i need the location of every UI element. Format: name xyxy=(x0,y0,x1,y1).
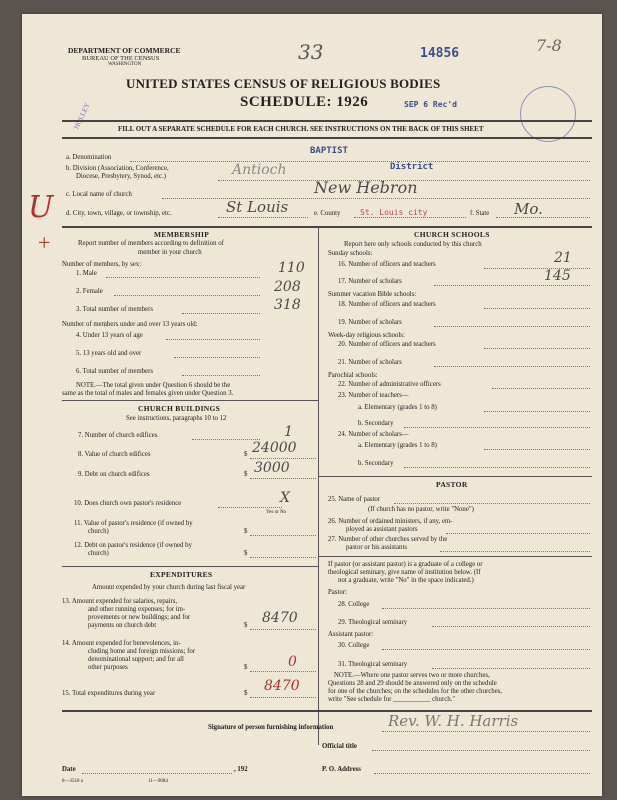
q12-label: 12. Debt on pastor's residence (if owned by xyxy=(74,542,192,549)
schools-sub: Report here only schools conducted by this church xyxy=(344,241,482,248)
q14-label-3: denominational support; and for all xyxy=(88,656,184,663)
division-label-2: Diocese, Presbytery, Synod, etc.) xyxy=(76,173,166,180)
q29-label: 29. Theological seminary xyxy=(338,619,408,626)
division-label: b. Division (Association, Conference, xyxy=(66,165,169,172)
address-label: P. O. Address xyxy=(322,766,361,773)
county-value: St. Louis city xyxy=(360,208,428,217)
schools-title: CHURCH SCHOOLS xyxy=(414,230,490,239)
q2-value: 208 xyxy=(274,279,301,295)
county-label: e. County xyxy=(314,210,341,217)
q13-label: 13. Amount expended for salaries, repairs, xyxy=(62,598,178,605)
department-label: DEPARTMENT OF COMMERCE xyxy=(68,46,181,55)
pastor-note-3: for one of the churches; on the schedules for the other churches, xyxy=(328,688,503,695)
q23a-label: a. Elementary (grades 1 to 8) xyxy=(358,404,437,411)
q16-label: 16. Number of officers and teachers xyxy=(338,261,436,268)
date-label: Date xyxy=(62,766,76,773)
yes-no-hint: Yes or No xyxy=(266,510,287,515)
q24a-label: a. Elementary (grades 1 to 8) xyxy=(358,442,437,449)
graduate-instructions-2: theological seminary, give name of institution below. (If xyxy=(328,569,481,576)
q21-label: 21. Number of scholars xyxy=(338,359,402,366)
q9-dollar: $ xyxy=(244,471,248,478)
q6-label: 6. Total number of members xyxy=(76,368,153,375)
city-label: WASHINGTON xyxy=(108,62,142,67)
pastor-note-4: write "See schedule for ___________ church." xyxy=(328,696,456,703)
official-title-label: Official title xyxy=(322,743,357,750)
q19-label: 19. Number of scholars xyxy=(338,319,402,326)
holley-stamp: HOLLEY xyxy=(72,101,92,131)
age-heading: Number of members under and over 13 years old: xyxy=(62,321,198,328)
summer-label: Summer vacation Bible schools: xyxy=(328,291,417,298)
q31-label: 31. Theological seminary xyxy=(338,661,408,668)
division-value: Antioch xyxy=(232,162,287,178)
pastor-note: NOTE.—Where one pastor serves two or more churches, xyxy=(334,672,490,679)
margin-mark: U xyxy=(28,190,54,225)
q8-label: 8. Value of church edifices xyxy=(78,451,151,458)
membership-note-2: same as the total of males and females given under Question 3. xyxy=(62,390,234,397)
q14-label: 14. Amount expended for benevolences, in- xyxy=(62,640,181,647)
q3-value: 318 xyxy=(274,297,301,313)
state-label: f. State xyxy=(470,210,490,217)
q15-dollar: $ xyxy=(244,690,248,697)
buildings-title: CHURCH BUILDINGS xyxy=(138,404,221,413)
q14-label-2: cluding home and foreign missions; for xyxy=(88,648,196,655)
membership-title: MEMBERSHIP xyxy=(154,230,210,239)
q10-value: X xyxy=(280,490,290,506)
q13-value: 8470 xyxy=(262,610,298,626)
instruction-line: FILL OUT A SEPARATE SCHEDULE FOR EACH CHURCH. SEE INSTRUCTIONS ON THE BACK OF THIS SHEET xyxy=(118,125,484,133)
graduate-instructions-3: not a graduate, write "No" in the space indicated.) xyxy=(338,577,474,584)
q27-label-2: pastor or his assistants xyxy=(346,544,407,551)
by-sex-label: Number of members, by sex: xyxy=(62,261,142,268)
q25-note: (If church has no pastor, write "None") xyxy=(368,506,474,513)
q30-label: 30. College xyxy=(338,642,370,649)
q1-value: 110 xyxy=(278,260,305,276)
q14-dollar: $ xyxy=(244,664,248,671)
q22-label: 22. Number of administrative officers xyxy=(338,381,441,388)
signature-value: Rev. W. H. Harris xyxy=(388,712,519,730)
q9-label: 9. Debt on church edifices xyxy=(78,471,150,478)
membership-intro-2: member in your church xyxy=(138,249,202,256)
state-value: Mo. xyxy=(514,200,543,218)
form-title: UNITED STATES CENSUS OF RELIGIOUS BODIES xyxy=(126,76,441,91)
q10-label: 10. Does church own pastor's residence xyxy=(74,500,182,507)
print-number: 11—9084 xyxy=(148,779,168,784)
q16-value: 21 xyxy=(554,250,572,266)
buildings-sub: See instructions, paragraphs 10 to 12 xyxy=(126,415,227,422)
schedule-title: SCHEDULE: 1926 xyxy=(240,94,369,110)
expenditures-sub: Amount expended by your church during last fiscal year xyxy=(92,584,246,591)
denomination-label: a. Denomination xyxy=(66,154,112,161)
q13-label-2: and other running expenses; for im- xyxy=(88,606,186,613)
q24-label: 24. Number of scholars— xyxy=(338,431,409,438)
form-number: 8—3518 a xyxy=(62,779,83,784)
q14-value: 0 xyxy=(288,654,297,670)
parochial-label: Parochial schools: xyxy=(328,372,378,379)
membership-intro: Report number of members according to definition of xyxy=(78,240,224,247)
q15-value: 8470 xyxy=(264,678,300,694)
weekday-label: Week-day religious schools: xyxy=(328,332,405,339)
q13-dollar: $ xyxy=(244,622,248,629)
city-value: St Louis xyxy=(226,198,289,216)
census-form xyxy=(22,14,602,796)
q24b-label: b. Secondary xyxy=(358,460,394,467)
seal-stamp xyxy=(520,86,576,142)
sunday-label: Sunday schools: xyxy=(328,250,373,257)
q23b-label: b. Secondary xyxy=(358,420,394,427)
q7-label: 7. Number of church edifices xyxy=(78,432,158,439)
denomination-value: BAPTIST xyxy=(310,146,348,156)
stamp-number: 14856 xyxy=(420,46,460,61)
handwritten-number: 33 xyxy=(298,40,324,64)
assistant-pastor-label: Assistant pastor: xyxy=(328,631,374,638)
q13-label-3: provements or new buildings; and for xyxy=(88,614,191,621)
church-name-label: c. Local name of church xyxy=(66,191,132,198)
q17-label: 17. Number of scholars xyxy=(338,278,402,285)
division-stamp: District xyxy=(390,162,434,172)
year-label: , 192 xyxy=(234,766,248,773)
expenditures-title: EXPENDITURES xyxy=(150,570,213,579)
q5-label: 5. 13 years old and over xyxy=(76,350,142,357)
q7-value: 1 xyxy=(284,424,293,440)
q11-label-2: church) xyxy=(88,528,109,535)
margin-cross: + xyxy=(38,230,51,255)
q12-dollar: $ xyxy=(244,550,248,557)
pastor-note-2: Questions 28 and 29 should be answered only on the schedule xyxy=(328,680,497,687)
bureau-label: BUREAU OF THE CENSUS xyxy=(82,55,160,62)
q23-label: 23. Number of teachers— xyxy=(338,392,409,399)
q4-label: 4. Under 13 years of age xyxy=(76,332,143,339)
q26-label: 26. Number of ordained ministers, if any, em- xyxy=(328,518,453,525)
q14-label-4: other purposes xyxy=(88,664,128,671)
q11-label: 11. Value of pastor's residence (if owned by xyxy=(74,520,193,527)
corner-note: 7-8 xyxy=(536,36,562,55)
church-name-value: New Hebron xyxy=(314,178,418,197)
q8-dollar: $ xyxy=(244,451,248,458)
q26-label-2: ployed as assistant pastors xyxy=(346,526,418,533)
membership-note: NOTE.—The total given under Question 6 should be the xyxy=(76,382,231,389)
q1-label: 1. Male xyxy=(76,270,97,277)
city-label: d. City, town, village, or township, etc. xyxy=(66,210,172,217)
q3-label: 3. Total number of members xyxy=(76,306,153,313)
pastor-label: Pastor: xyxy=(328,589,347,596)
q25-label: 25. Name of pastor xyxy=(328,496,381,503)
graduate-instructions: If pastor (or assistant pastor) is a graduate of a college or xyxy=(328,561,483,568)
pastor-title: PASTOR xyxy=(436,480,468,489)
q9-value: 3000 xyxy=(254,460,290,476)
signature-label: Signature of person furnishing information xyxy=(208,724,334,731)
received-stamp: SEP 6 Rec'd xyxy=(404,100,457,109)
q13-label-4: payments on church debt xyxy=(88,622,157,629)
q18-label: 18. Number of officers and teachers xyxy=(338,301,436,308)
q2-label: 2. Female xyxy=(76,288,103,295)
q20-label: 20. Number of officers and teachers xyxy=(338,341,436,348)
q28-label: 28. College xyxy=(338,601,370,608)
q12-label-2: church) xyxy=(88,550,109,557)
q17-value: 145 xyxy=(544,268,571,284)
q11-dollar: $ xyxy=(244,528,248,535)
q8-value: 24000 xyxy=(252,440,297,456)
q27-label: 27. Number of other churches served by the xyxy=(328,536,448,543)
q15-label: 15. Total expenditures during year xyxy=(62,690,156,697)
